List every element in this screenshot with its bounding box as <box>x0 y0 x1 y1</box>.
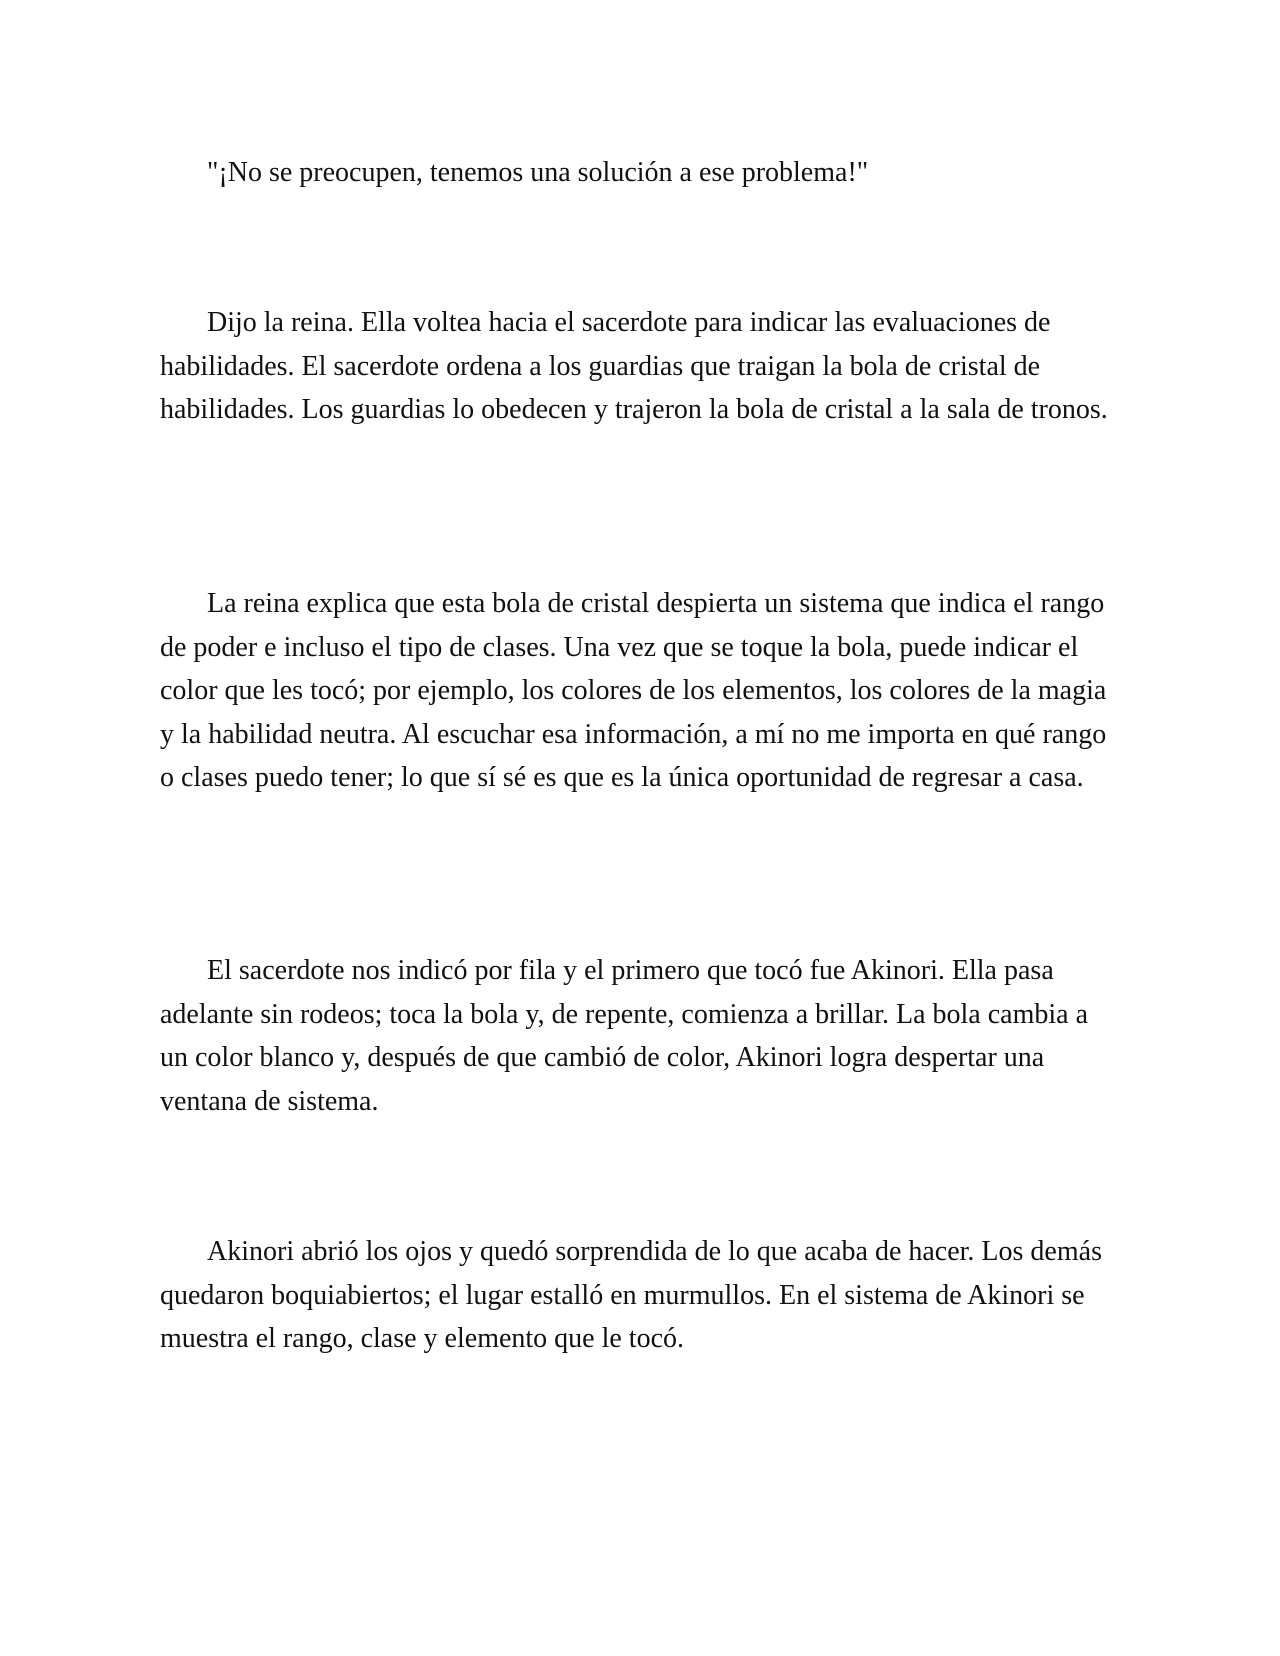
paragraph: El sacerdote nos indicó por fila y el primero que tocó fue Akinori. Ella pasa adelante sin rodeos; toca la bola y, de repente, comienza a brillar. La bola cambia a un color blanco y, después de que cambió de color, Akinori logra despertar una ventana de sistema. <box>160 955 1088 1117</box>
paragraph: La reina explica que esta bola de cristal despierta un sistema que indica el rango de poder e incluso el tipo de clases. Una vez que se toque la bola, puede indicar el color que les tocó; por ejemplo, los colores de los elementos, los colores de la magia y la habilidad neutra. Al escuchar esa información, a mí no me importa en qué rango o clases puedo tener; lo que sí sé es que es la única oportunidad de regresar a casa. <box>160 588 1107 793</box>
paragraph: Dijo la reina. Ella voltea hacia el sacerdote para indicar las evaluaciones de habilidades. El sacerdote ordena a los guardias que traigan la bola de cristal de habilidades. Los guardias lo obedecen y trajeron la bola de cristal a la sala de tronos. <box>160 307 1108 425</box>
paragraph-dialogue: "¡No se preocupen, tenemos una solución a ese problema!" <box>207 157 869 188</box>
paragraph: Akinori abrió los ojos y quedó sorprendida de lo que acaba de hacer. Los demás quedaron boquiabiertos; el lugar estalló en murmullos. En el sistema de Akinori se muestra el rango, clase y elemento que le tocó. <box>160 1236 1102 1354</box>
